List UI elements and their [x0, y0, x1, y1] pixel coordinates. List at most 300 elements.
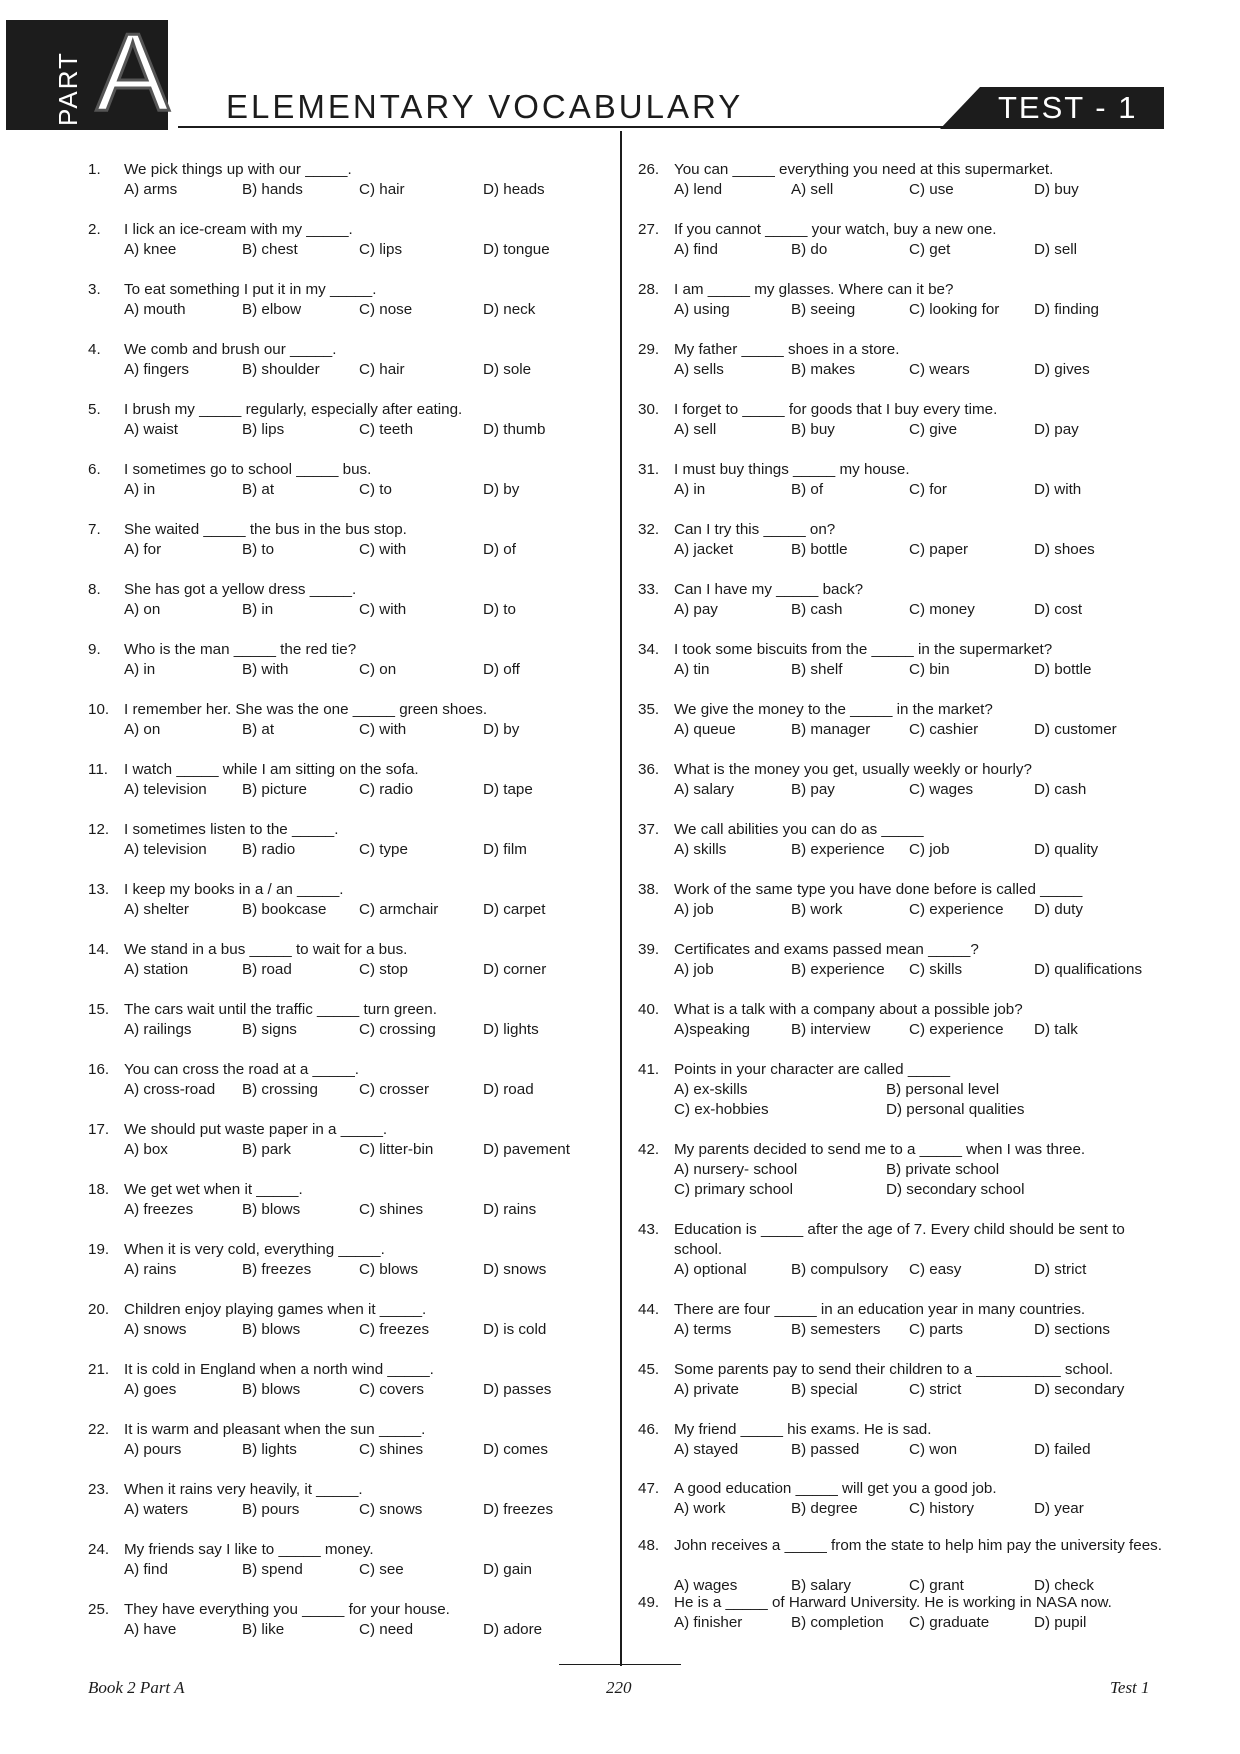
answer-option[interactable]: B) manager: [791, 721, 871, 738]
answer-option[interactable]: C) with: [359, 721, 407, 738]
question-number: 20.: [88, 1301, 110, 1318]
question-stem: I sometimes listen to the _____.: [124, 821, 339, 838]
footer-test: Test 1: [1110, 1678, 1150, 1697]
question-number: 42.: [638, 1141, 660, 1158]
question-stem: I took some biscuits from the _____ in the supermarket?: [674, 641, 1053, 658]
answer-option[interactable]: C) cashier: [909, 721, 979, 738]
question-stem: We get wet when it _____.: [124, 1181, 303, 1198]
question-stem: We stand in a bus _____ to wait for a bus.: [124, 941, 408, 958]
question-stem: She has got a yellow dress _____.: [124, 581, 357, 598]
answer-option[interactable]: D) tongue: [483, 241, 550, 258]
answer-option[interactable]: C) looking for: [909, 301, 1000, 318]
answer-option[interactable]: C) ex-hobbies: [674, 1101, 769, 1118]
answer-option[interactable]: C) nose: [359, 301, 413, 318]
question-stem: I sometimes go to school _____ bus.: [124, 461, 372, 478]
question-stem: What is a talk with a company about a possible job?: [674, 1001, 1023, 1018]
answer-option[interactable]: C) graduate: [909, 1614, 990, 1631]
answer-option[interactable]: D) secondary: [1034, 1381, 1125, 1398]
answer-option[interactable]: B) with: [242, 661, 289, 678]
answer-option[interactable]: C) blows: [359, 1261, 419, 1278]
answer-option[interactable]: B) at: [242, 481, 275, 498]
answer-option[interactable]: A) box: [124, 1141, 168, 1158]
question-number: 4.: [88, 341, 101, 358]
answer-option[interactable]: C) shines: [359, 1201, 424, 1218]
answer-option[interactable]: A) in: [124, 481, 156, 498]
question-number: 41.: [638, 1061, 660, 1078]
question-stem: We comb and brush our _____.: [124, 341, 337, 358]
answer-option[interactable]: D) corner: [483, 961, 547, 978]
question-number: 28.: [638, 281, 660, 298]
answer-option[interactable]: D) duty: [1034, 901, 1083, 918]
answer-option[interactable]: A) television: [124, 781, 207, 798]
question-stem: My friend _____ his exams. He is sad.: [674, 1421, 932, 1438]
answer-option[interactable]: C) freezes: [359, 1321, 430, 1338]
question-stem: My friends say I like to _____ money.: [124, 1541, 374, 1558]
question-number: 2.: [88, 221, 101, 238]
answer-option[interactable]: C) use: [909, 181, 954, 198]
answer-option[interactable]: C) wages: [909, 781, 974, 798]
answer-option[interactable]: D) off: [483, 661, 520, 678]
question-stem: I brush my _____ regularly, especially after eating.: [124, 401, 463, 418]
answer-option[interactable]: C) teeth: [359, 421, 414, 438]
answer-option[interactable]: C) crossing: [359, 1021, 436, 1038]
answer-option[interactable]: A) finisher: [674, 1614, 743, 1631]
question-number: 36.: [638, 761, 660, 778]
answer-option[interactable]: C) skills: [909, 961, 963, 978]
question-number: 23.: [88, 1481, 110, 1498]
question-number: 39.: [638, 941, 660, 958]
question-stem: A good education _____ will get you a good job.: [674, 1480, 997, 1497]
answer-option[interactable]: B) completion: [791, 1614, 884, 1631]
answer-option[interactable]: D) sections: [1034, 1321, 1110, 1338]
answer-option[interactable]: C) covers: [359, 1381, 424, 1398]
footer-book: Book 2 Part A: [88, 1678, 185, 1697]
answer-option[interactable]: B) makes: [791, 361, 856, 378]
question-stem: My parents decided to send me to a _____ when I was three.: [674, 1141, 1086, 1158]
question-stem: Points in your character are called _____: [674, 1061, 951, 1078]
question-number: 38.: [638, 881, 660, 898]
answer-option[interactable]: D) shoes: [1034, 541, 1095, 558]
answer-option[interactable]: D) neck: [483, 301, 536, 318]
answer-option[interactable]: B) pours: [242, 1501, 300, 1518]
question-number: 18.: [88, 1181, 110, 1198]
question-number: 7.: [88, 521, 101, 538]
answer-option[interactable]: C) crosser: [359, 1081, 430, 1098]
question-number: 49.: [638, 1594, 660, 1611]
answer-option[interactable]: C) history: [909, 1500, 974, 1517]
answer-option[interactable]: A) have: [124, 1621, 177, 1638]
question-stem: You can _____ everything you need at this supermarket.: [674, 161, 1054, 178]
answer-option[interactable]: C) grant: [909, 1577, 964, 1594]
answer-option[interactable]: D) rains: [483, 1201, 537, 1218]
answer-option[interactable]: D) bottle: [1034, 661, 1092, 678]
answer-option[interactable]: B) picture: [242, 781, 307, 798]
answer-option[interactable]: A) salary: [674, 781, 734, 798]
answer-option[interactable]: B) blows: [242, 1381, 301, 1398]
question-stem: The cars wait until the traffic _____ turn green.: [124, 1001, 437, 1018]
answer-option[interactable]: B) lips: [242, 421, 285, 438]
footer-rule: [559, 1664, 681, 1665]
answer-option[interactable]: C) lips: [359, 241, 403, 258]
answer-option[interactable]: D) adore: [483, 1621, 543, 1638]
answer-option[interactable]: A) wages: [674, 1577, 738, 1594]
answer-option[interactable]: A) television: [124, 841, 207, 858]
answer-option[interactable]: B) work: [791, 901, 843, 918]
answer-option[interactable]: A) snows: [124, 1321, 187, 1338]
answer-option[interactable]: B) freezes: [242, 1261, 312, 1278]
question-number: 5.: [88, 401, 101, 418]
answer-option[interactable]: B) seeing: [791, 301, 856, 318]
answer-option[interactable]: A) pours: [124, 1441, 182, 1458]
answer-option[interactable]: C) snows: [359, 1501, 423, 1518]
answer-option[interactable]: A) queue: [674, 721, 736, 738]
answer-option[interactable]: A) job: [674, 961, 714, 978]
answer-option[interactable]: D) heads: [483, 181, 545, 198]
question-number: 46.: [638, 1421, 660, 1438]
question-stem: I lick an ice-cream with my _____.: [124, 221, 353, 238]
answer-option[interactable]: A) goes: [124, 1381, 177, 1398]
answer-option[interactable]: D) lights: [483, 1021, 539, 1038]
answer-option[interactable]: B) private school: [886, 1161, 1000, 1178]
part-letter: A: [96, 11, 170, 134]
answer-option[interactable]: C) see: [359, 1561, 404, 1578]
answer-option[interactable]: D) passes: [483, 1381, 552, 1398]
answer-option[interactable]: D) thumb: [483, 421, 546, 438]
answer-option[interactable]: B) road: [242, 961, 292, 978]
question-stem: John receives a _____ from the state to help him pay the university fees.: [674, 1537, 1162, 1554]
answer-option[interactable]: B) crossing: [242, 1081, 318, 1098]
answer-option[interactable]: A) mouth: [124, 301, 186, 318]
answer-option[interactable]: D) talk: [1034, 1021, 1078, 1038]
answer-option[interactable]: D) comes: [483, 1441, 548, 1458]
answer-option[interactable]: C) experience: [909, 901, 1004, 918]
answer-option[interactable]: A) job: [674, 901, 714, 918]
answer-option[interactable]: C) give: [909, 421, 958, 438]
answer-option[interactable]: A) sells: [674, 361, 724, 378]
answer-option[interactable]: B) passed: [791, 1441, 860, 1458]
answer-option[interactable]: A) pay: [674, 601, 718, 618]
question-number: 24.: [88, 1541, 110, 1558]
answer-option[interactable]: D) tape: [483, 781, 533, 798]
answer-option[interactable]: B) in: [242, 601, 274, 618]
answer-option[interactable]: B) compulsory: [791, 1261, 889, 1278]
question-number: 17.: [88, 1121, 110, 1138]
answer-option[interactable]: B) shelf: [791, 661, 843, 678]
question-stem: You can cross the road at a _____.: [124, 1061, 360, 1078]
answer-option[interactable]: D) year: [1034, 1500, 1084, 1517]
answer-option[interactable]: A) in: [674, 481, 706, 498]
question-stem: When it rains very heavily, it _____.: [124, 1481, 363, 1498]
answer-option[interactable]: C) wears: [909, 361, 970, 378]
answer-option[interactable]: C) easy: [909, 1261, 962, 1278]
answer-option[interactable]: C) strict: [909, 1381, 962, 1398]
question-stem: I am _____ my glasses. Where can it be?: [674, 281, 954, 298]
answer-option[interactable]: D) strict: [1034, 1261, 1087, 1278]
answer-option[interactable]: D) freezes: [483, 1501, 554, 1518]
answer-option[interactable]: B) shoulder: [242, 361, 320, 378]
question-number: 1.: [88, 161, 101, 178]
answer-option[interactable]: A) find: [674, 241, 718, 258]
question-number: 6.: [88, 461, 101, 478]
answer-option[interactable]: C) primary school: [674, 1181, 793, 1198]
question-stem: To eat something I put it in my _____.: [124, 281, 377, 298]
answer-option[interactable]: C) parts: [909, 1321, 964, 1338]
answer-option[interactable]: B) pay: [791, 781, 835, 798]
answer-option[interactable]: D) qualifications: [1034, 961, 1143, 978]
answer-option[interactable]: B) to: [242, 541, 275, 558]
answer-option[interactable]: A) fingers: [124, 361, 189, 378]
answer-option[interactable]: D) sole: [483, 361, 532, 378]
question-stem: Who is the man _____ the red tie?: [124, 641, 357, 658]
question-number: 26.: [638, 161, 660, 178]
question-stem: Children enjoy playing games when it _____.: [124, 1301, 427, 1318]
answer-option[interactable]: D) quality: [1034, 841, 1099, 858]
answer-option[interactable]: C) shines: [359, 1441, 424, 1458]
question-number: 32.: [638, 521, 660, 538]
answer-option[interactable]: C) on: [359, 661, 397, 678]
answer-option[interactable]: B) buy: [791, 421, 835, 438]
answer-option[interactable]: A)speaking: [674, 1021, 750, 1038]
question-number: 47.: [638, 1480, 660, 1497]
answer-option[interactable]: B) interview: [791, 1021, 871, 1038]
answer-option[interactable]: C) bin: [909, 661, 950, 678]
answer-option[interactable]: C) type: [359, 841, 408, 858]
question-number: 43.: [638, 1221, 660, 1238]
answer-option[interactable]: A) sell: [791, 181, 834, 198]
answer-option[interactable]: A) knee: [124, 241, 177, 258]
answer-option[interactable]: B) special: [791, 1381, 858, 1398]
question-stem: My father _____ shoes in a store.: [674, 341, 900, 358]
answer-option[interactable]: C) get: [909, 241, 951, 258]
answer-option[interactable]: D) secondary school: [886, 1181, 1025, 1198]
question-number: 30.: [638, 401, 660, 418]
answer-option[interactable]: D) check: [1034, 1577, 1094, 1594]
answer-option[interactable]: B) park: [242, 1141, 291, 1158]
answer-option[interactable]: B) blows: [242, 1201, 301, 1218]
answer-option[interactable]: B) blows: [242, 1321, 301, 1338]
answer-option[interactable]: D) gives: [1034, 361, 1090, 378]
answer-option[interactable]: A) tin: [674, 661, 710, 678]
answer-option[interactable]: A) terms: [674, 1321, 732, 1338]
question-number: 27.: [638, 221, 660, 238]
answer-option[interactable]: A) waters: [124, 1501, 189, 1518]
question-number: 19.: [88, 1241, 110, 1258]
answer-option[interactable]: B) experience: [791, 841, 885, 858]
answer-option[interactable]: D) with: [1034, 481, 1082, 498]
question-number: 10.: [88, 701, 110, 718]
page-title: ELEMENTARY VOCABULARY: [226, 88, 744, 125]
question-stem: Some parents pay to send their children to a __________ school.: [674, 1361, 1114, 1378]
answer-option[interactable]: B) cash: [791, 601, 843, 618]
question-stem: It is warm and pleasant when the sun _____.: [124, 1421, 426, 1438]
question-stem: We pick things up with our _____.: [124, 161, 352, 178]
answer-option[interactable]: B) degree: [791, 1500, 858, 1517]
answer-option[interactable]: C) paper: [909, 541, 969, 558]
question-stem: He is a _____ of Harward University. He is working in NASA now.: [674, 1594, 1112, 1611]
question-stem: I forget to _____ for goods that I buy every time.: [674, 401, 998, 418]
question-stem: I must buy things _____ my house.: [674, 461, 910, 478]
answer-option[interactable]: C) with: [359, 541, 407, 558]
question-stem: I remember her. She was the one _____ green shoes.: [124, 701, 488, 718]
answer-option[interactable]: B) hands: [242, 181, 303, 198]
question-number: 8.: [88, 581, 101, 598]
answer-option[interactable]: B) like: [242, 1621, 285, 1638]
answer-option[interactable]: B) bookcase: [242, 901, 327, 918]
answer-option[interactable]: B) signs: [242, 1021, 297, 1038]
answer-option[interactable]: B) lights: [242, 1441, 297, 1458]
question-number: 33.: [638, 581, 660, 598]
answer-option[interactable]: A) work: [674, 1500, 726, 1517]
question-number: 25.: [88, 1601, 110, 1618]
answer-option[interactable]: A) in: [124, 661, 156, 678]
answer-option[interactable]: B) spend: [242, 1561, 303, 1578]
question-stem: It is cold in England when a north wind _____.: [124, 1361, 434, 1378]
answer-option[interactable]: C) job: [909, 841, 950, 858]
answer-option[interactable]: D) pupil: [1034, 1614, 1087, 1631]
answer-option[interactable]: D) is cold: [483, 1321, 547, 1338]
answer-option[interactable]: B) semesters: [791, 1321, 881, 1338]
answer-option[interactable]: A) lend: [674, 181, 723, 198]
answer-option[interactable]: A) on: [124, 601, 161, 618]
answer-option[interactable]: A) on: [124, 721, 161, 738]
answer-option[interactable]: A) shelter: [124, 901, 189, 918]
answer-option[interactable]: A) nursery- school: [674, 1161, 798, 1178]
answer-option[interactable]: C) litter-bin: [359, 1141, 434, 1158]
question-number: 16.: [88, 1061, 110, 1078]
question-stem: What is the money you get, usually weekly or hourly?: [674, 761, 1032, 778]
question-number: 3.: [88, 281, 101, 298]
answer-option[interactable]: C) to: [359, 481, 392, 498]
question-stem: She waited _____ the bus in the bus stop.: [124, 521, 407, 538]
question-stem: If you cannot _____ your watch, buy a new one.: [674, 221, 997, 238]
answer-option[interactable]: A) sell: [674, 421, 717, 438]
answer-option[interactable]: D) customer: [1034, 721, 1117, 738]
answer-option[interactable]: C) won: [909, 1441, 958, 1458]
question-number: 9.: [88, 641, 101, 658]
answer-option[interactable]: A) stayed: [674, 1441, 739, 1458]
question-stem: We give the money to the _____ in the market?: [674, 701, 993, 718]
question-stem: Education is _____ after the age of 7. Every child should be sent to school.: [674, 1221, 1125, 1258]
answer-option[interactable]: C) need: [359, 1621, 414, 1638]
answer-option[interactable]: D) sell: [1034, 241, 1078, 258]
answer-option[interactable]: D) failed: [1034, 1441, 1091, 1458]
answer-option[interactable]: B) do: [791, 241, 828, 258]
question-number: 13.: [88, 881, 110, 898]
answer-option[interactable]: A) arms: [124, 181, 178, 198]
answer-option[interactable]: A) optional: [674, 1261, 747, 1278]
answer-option[interactable]: B) at: [242, 721, 275, 738]
answer-option[interactable]: D) buy: [1034, 181, 1079, 198]
answer-option[interactable]: A) using: [674, 301, 730, 318]
answer-option[interactable]: B) salary: [791, 1577, 851, 1594]
question-number: 11.: [88, 761, 108, 778]
answer-option[interactable]: D) personal qualities: [886, 1101, 1025, 1118]
answer-option[interactable]: A) cross-road: [124, 1081, 216, 1098]
question-stem: When it is very cold, everything _____.: [124, 1241, 385, 1258]
answer-option[interactable]: D) pay: [1034, 421, 1079, 438]
answer-option[interactable]: B) radio: [242, 841, 296, 858]
question-number: 31.: [638, 461, 660, 478]
answer-option[interactable]: A) ex-skills: [674, 1081, 748, 1098]
answer-option[interactable]: B) personal level: [886, 1081, 1000, 1098]
answer-option[interactable]: D) road: [483, 1081, 534, 1098]
answer-option[interactable]: D) finding: [1034, 301, 1099, 318]
answer-option[interactable]: A) waist: [124, 421, 179, 438]
answer-option[interactable]: D) gain: [483, 1561, 532, 1578]
answer-option[interactable]: A) find: [124, 1561, 168, 1578]
answer-option[interactable]: C) with: [359, 601, 407, 618]
question-number: 29.: [638, 341, 660, 358]
question-number: 35.: [638, 701, 660, 718]
answer-option[interactable]: B) elbow: [242, 301, 302, 318]
test-label: TEST - 1: [998, 90, 1138, 125]
question-number: 15.: [88, 1001, 110, 1018]
answer-option[interactable]: B) experience: [791, 961, 885, 978]
answer-option[interactable]: B) bottle: [791, 541, 848, 558]
question-number: 37.: [638, 821, 660, 838]
answer-option[interactable]: C) experience: [909, 1021, 1004, 1038]
answer-option[interactable]: A) jacket: [674, 541, 734, 558]
answer-option[interactable]: A) station: [124, 961, 189, 978]
answer-option[interactable]: D) cash: [1034, 781, 1087, 798]
question-stem: I watch _____ while I am sitting on the sofa.: [124, 761, 419, 778]
question-stem: There are four _____ in an education year in many countries.: [674, 1301, 1086, 1318]
question-stem: Work of the same type you have done before is called _____: [674, 881, 1083, 898]
answer-option[interactable]: A) for: [124, 541, 162, 558]
question-number: 12.: [88, 821, 110, 838]
question-stem: I keep my books in a / an _____.: [124, 881, 344, 898]
answer-option[interactable]: A) railings: [124, 1021, 192, 1038]
answer-option[interactable]: D) carpet: [483, 901, 546, 918]
answer-option[interactable]: D) by: [483, 721, 520, 738]
question-number: 34.: [638, 641, 660, 658]
question-stem: Can I have my _____ back?: [674, 581, 864, 598]
answer-option[interactable]: C) stop: [359, 961, 408, 978]
answer-option[interactable]: C) armchair: [359, 901, 439, 918]
answer-option[interactable]: B) of: [791, 481, 824, 498]
answer-option[interactable]: C) money: [909, 601, 975, 618]
answer-option[interactable]: D) of: [483, 541, 516, 558]
answer-option[interactable]: D) snows: [483, 1261, 547, 1278]
answer-option[interactable]: C) radio: [359, 781, 414, 798]
question-stem: Certificates and exams passed mean _____?: [674, 941, 979, 958]
answer-option[interactable]: C) for: [909, 481, 947, 498]
answer-option[interactable]: C) hair: [359, 361, 405, 378]
answer-option[interactable]: A) rains: [124, 1261, 177, 1278]
answer-option[interactable]: D) to: [483, 601, 516, 618]
answer-option[interactable]: C) hair: [359, 181, 405, 198]
question-number: 21.: [88, 1361, 110, 1378]
question-stem: They have everything you _____ for your house.: [124, 1601, 450, 1618]
answer-option[interactable]: A) skills: [674, 841, 727, 858]
question-number: 40.: [638, 1001, 660, 1018]
question-number: 45.: [638, 1361, 660, 1378]
answer-option[interactable]: B) chest: [242, 241, 298, 258]
question-stem: We should put waste paper in a _____.: [124, 1121, 388, 1138]
answer-option[interactable]: A) freezes: [124, 1201, 194, 1218]
answer-option[interactable]: D) cost: [1034, 601, 1083, 618]
answer-option[interactable]: A) private: [674, 1381, 739, 1398]
question-stem: Can I try this _____ on?: [674, 521, 836, 538]
question-stem: We call abilities you can do as _____: [674, 821, 924, 838]
page-number: 220: [606, 1678, 632, 1697]
question-number: 22.: [88, 1421, 110, 1438]
answer-option[interactable]: D) pavement: [483, 1141, 570, 1158]
question-number: 48.: [638, 1537, 660, 1554]
answer-option[interactable]: D) by: [483, 481, 520, 498]
answer-option[interactable]: D) film: [483, 841, 527, 858]
question-number: 14.: [88, 941, 110, 958]
